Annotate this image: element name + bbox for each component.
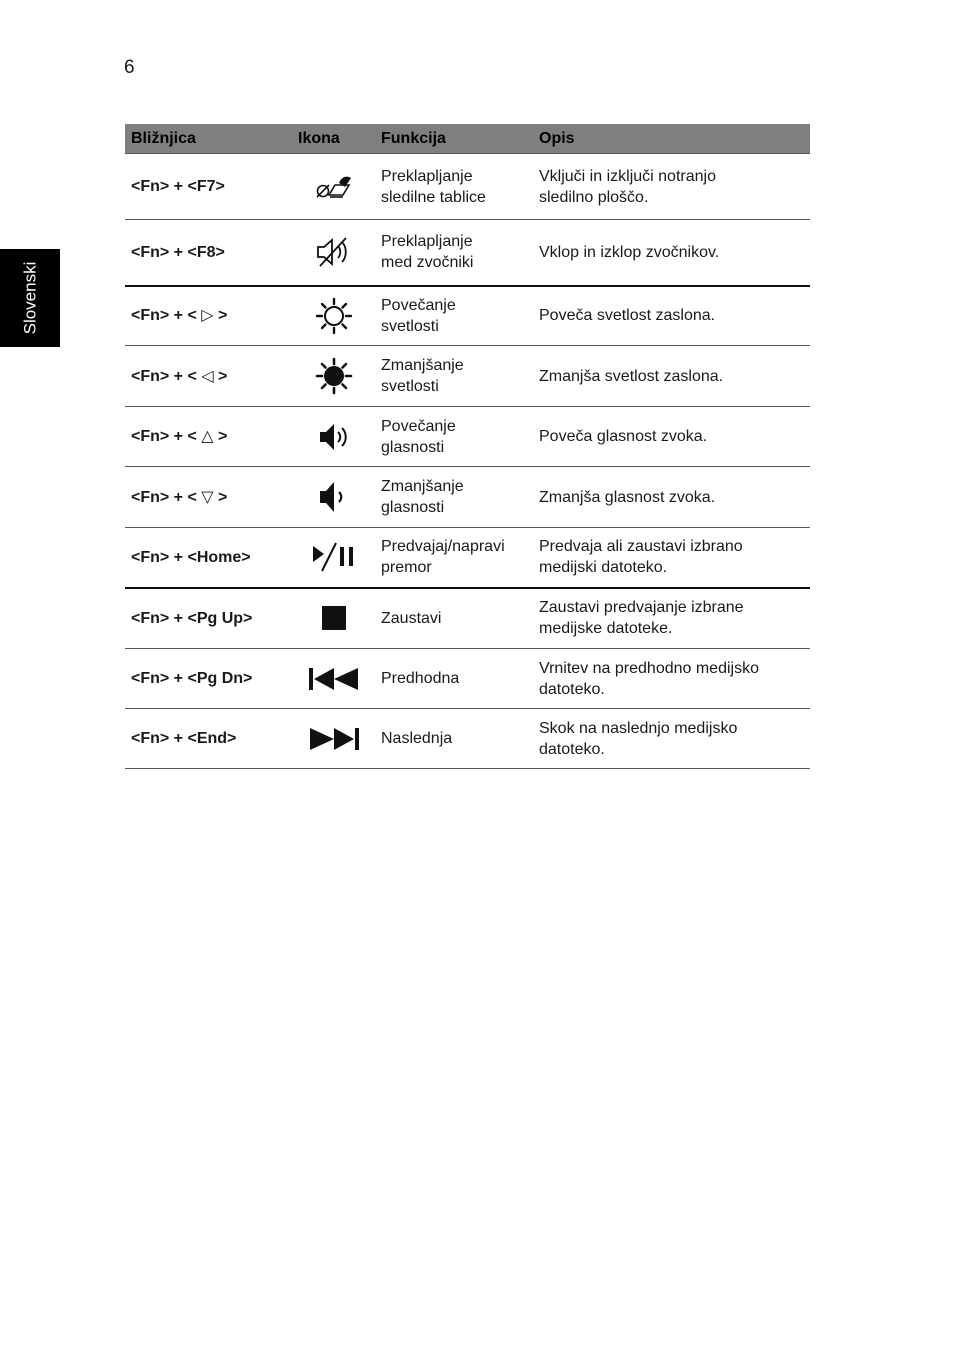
description-cell: Zaustavi predvajanje izbrane medijske datoteke. [533,588,810,649]
speaker-toggle-icon [314,235,354,269]
table-row [125,286,810,346]
previous-track-icon [307,666,361,692]
table-row [125,528,810,588]
function-cell: Povečanje glasnosti [375,407,533,467]
hotkey-table [125,124,810,769]
shortcut-cell: <Fn> + < ▽ > [125,467,292,528]
description-cell: Poveča svetlost zaslona. [533,286,810,346]
description-cell: Zmanjša glasnost zvoka. [533,467,810,528]
header-icon: Ikona [292,124,375,154]
table-row [125,407,810,467]
volume-down-icon [316,479,352,515]
brightness-up-icon [314,296,354,336]
page-number: 6 [124,57,135,78]
header-function: Funkcija [375,124,533,154]
table-row [125,346,810,407]
description-cell: Zmanjša svetlost zaslona. [533,346,810,407]
function-cell: Predhodna [375,649,533,709]
language-label: Slovenski [20,261,40,335]
touchpad-toggle-icon [313,173,355,201]
brightness-down-icon [314,356,354,396]
shortcut-cell: <Fn> + <End> [125,709,292,769]
shortcut-cell: <Fn> + <F7> [125,154,292,220]
shortcut-cell: <Fn> + <Pg Dn> [125,649,292,709]
description-cell: Vključi in izključi notranjo sledilno ploščo. [533,154,810,220]
shortcut-cell: <Fn> + <F8> [125,220,292,286]
description-cell: Poveča glasnost zvoka. [533,407,810,467]
volume-up-icon [316,420,352,454]
table-row [125,649,810,709]
description-cell: Predvaja ali zaustavi izbrano medijski datoteko. [533,528,810,588]
table-row [125,467,810,528]
next-track-icon [307,726,361,752]
stop-icon [321,605,347,631]
table-header-row [125,124,810,154]
description-cell: Vklop in izklop zvočnikov. [533,220,810,286]
table-row [125,709,810,769]
shortcut-cell: <Fn> + <Home> [125,528,292,588]
language-side-tab [0,249,60,347]
function-cell: Preklapljanje med zvočniki [375,220,533,286]
function-cell: Zmanjšanje svetlosti [375,346,533,407]
table-row [125,588,810,649]
function-cell: Predvajaj/napravi premor [375,528,533,588]
header-description: Opis [533,124,810,154]
shortcut-cell: <Fn> + < ◁ > [125,346,292,407]
table-row [125,220,810,286]
function-cell: Zaustavi [375,588,533,649]
function-cell: Povečanje svetlosti [375,286,533,346]
shortcut-cell: <Fn> + <Pg Up> [125,588,292,649]
description-cell: Vrnitev na predhodno medijsko datoteko. [533,649,810,709]
function-cell: Naslednja [375,709,533,769]
header-shortcut: Bližnjica [125,124,292,154]
function-cell: Zmanjšanje glasnosti [375,467,533,528]
function-cell: Preklapljanje sledilne tablice [375,154,533,220]
table-row [125,154,810,220]
shortcut-cell: <Fn> + < △ > [125,407,292,467]
description-cell: Skok na naslednjo medijsko datoteko. [533,709,810,769]
play-pause-icon [310,541,358,573]
shortcut-cell: <Fn> + < ▷ > [125,286,292,346]
